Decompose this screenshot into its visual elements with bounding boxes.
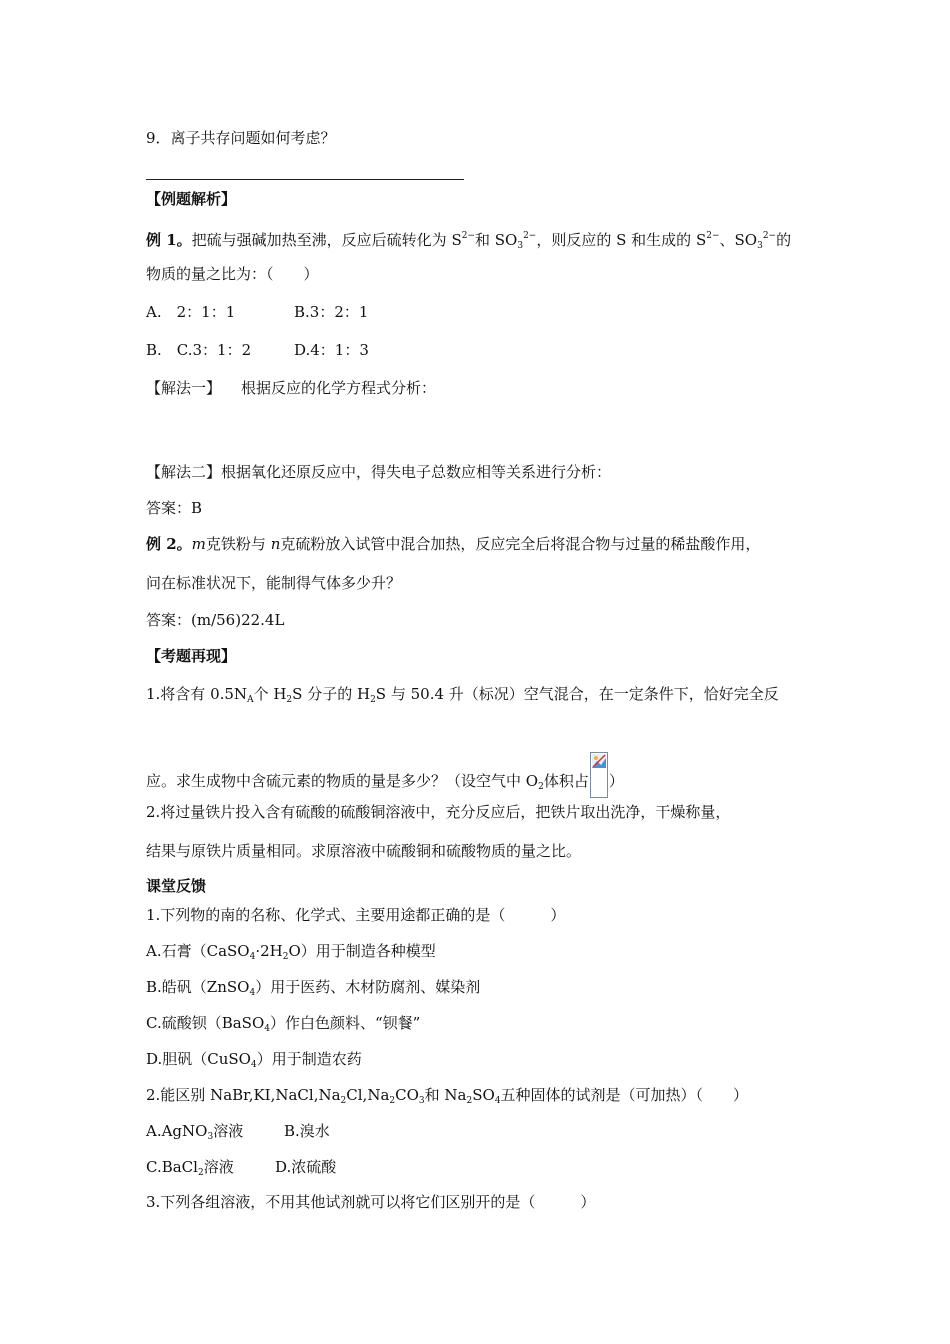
option-a: A. 2：1：1 <box>146 303 236 321</box>
method-2: 【解法二】根据氧化还原反应中，得失电子总数应相等关系进行分析： <box>146 463 612 481</box>
example-2-answer: 答案：(m/56)22.4L <box>146 611 285 629</box>
feedback-q1-stem: 1.下列物的南的名称、化学式、主要用途都正确的是（ ） <box>146 906 566 924</box>
example-1-label: 例 1。 <box>146 231 192 249</box>
review-q2-line-2: 结果与原铁片质量相同。求原溶液中硫酸铜和硫酸物质的量之比。 <box>146 842 582 860</box>
example-1-line-2: 物质的量之比为：（ ） <box>146 265 319 283</box>
feedback-q1-option-a: A.石膏$(CaSO_4\cdot 2H_2O)$用于制造各种模型 <box>146 942 436 962</box>
example-heading: 【例题解析】 <box>146 190 237 208</box>
option-c: B. C.3：1：2 <box>146 341 252 359</box>
review-q1-line-2: 应。求生成物中含硫元素的物质的量是多少？（设空气中 $O_2$体积占 ） <box>146 752 624 798</box>
method-1-label: 【解法一】 <box>146 379 222 397</box>
question-9: 9．离子共存问题如何考虑？ <box>146 129 336 147</box>
feedback-q1-option-d: D.胆矾（CuSO$_4$）用于制造农药 <box>146 1050 362 1070</box>
example-1-line-1: 例 1。把硫与强碱加热至沸，反应后硫转化为 $S^{2-}$和 $SO_3^{2-}$，则反应的 S 和生成的 $S^{2-}$、$SO_3^{2-}$的 <box>146 231 792 251</box>
feedback-q1-option-b: B.皓矾（ZnSO$_4$）用于医药、木材防腐剂、媒染剂 <box>146 978 481 998</box>
option-d: D.4：1：3 <box>294 341 369 359</box>
example-2-label: 例 2。 <box>146 535 192 553</box>
feedback-q2-stem: 2.能区别 $NaBr,KI,NaCl,Na_2Cl,Na_2CO_3$和 $Na_2SO_4$五种固体的试剂是（可加热）（ ） <box>146 1086 749 1106</box>
feedback-q2-option-d: D.浓硫酸 <box>275 1158 337 1176</box>
feedback-q2-option-b: B.溴水 <box>284 1122 330 1140</box>
broken-image-icon <box>590 752 608 798</box>
feedback-q3-stem: 3.下列各组溶液，不用其他试剂就可以将它们区别开的是（ ） <box>146 1193 596 1211</box>
method-1: 【解法一】 根据反应的化学方程式分析： <box>146 379 437 397</box>
feedback-q1-option-c: C.硫酸钡（BaSO$_4$）作白色颜料、“钡餐” <box>146 1014 421 1034</box>
example-2-line-2: 问在标准状况下，能制得气体多少升？ <box>146 574 402 592</box>
example-1-answer: 答案：B <box>146 499 203 517</box>
example-2-line-1: 例 2。m克铁粉与 n克硫粉放入试管中混合加热，反应完全后将混合物与过量的稀盐酸作用， <box>146 535 761 553</box>
review-q1-line-1: 1.将含有 $0.5N_A$个 $H_2S$ 分子的 $H_2S$ 与 50.4 升（标况）空气混合，在一定条件下，恰好完全反 <box>146 685 779 705</box>
feedback-heading: 课堂反馈 <box>146 877 207 895</box>
answer-line <box>146 179 464 180</box>
review-heading: 【考题再现】 <box>146 647 237 665</box>
feedback-q2-option-c: C.BaCl$_2$溶液 <box>146 1158 234 1178</box>
option-b: B.3：2：1 <box>294 303 369 321</box>
review-q2-line-1: 2.将过量铁片投入含有硫酸的硫酸铜溶液中，充分反应后，把铁片取出洗净，干燥称量， <box>146 803 731 821</box>
method-2-label: 【解法二】 <box>146 463 222 481</box>
feedback-q2-option-a: A.AgNO$_3$溶液 <box>146 1122 244 1142</box>
